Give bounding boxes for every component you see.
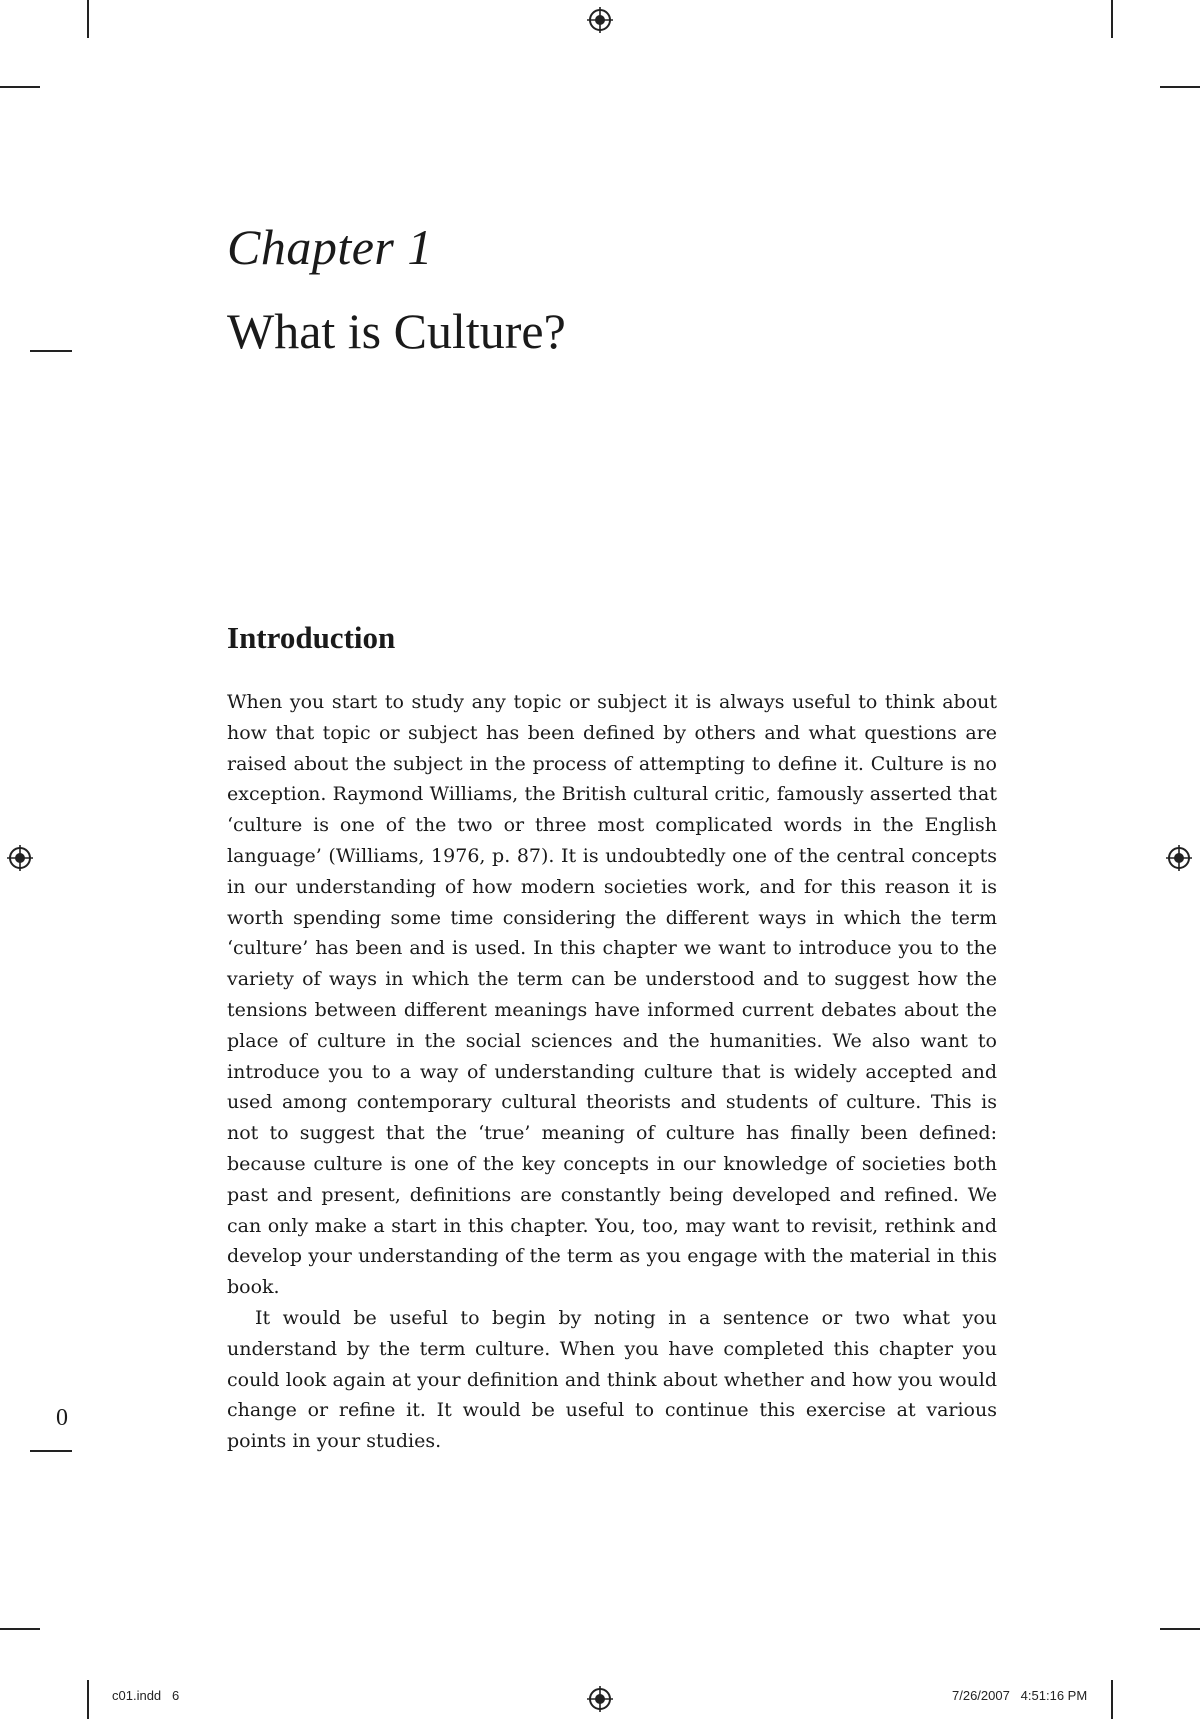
registration-mark-icon — [1166, 845, 1192, 871]
body-text — [227, 687, 997, 1457]
crop-mark-right-bottom — [1160, 1628, 1200, 1630]
margin-mark-left-upper — [30, 350, 72, 352]
chapter-title: What is Culture? — [227, 303, 566, 359]
paragraph: It would be useful to begin by noting in a sentence or two what you understand by the term culture. When you have completed this chapter you could look again at your definition and think about whether and how you would change or refine it. It would be useful to continue this exercise at various points in your studies. — [227, 1306, 997, 1453]
crop-mark-bottom-left — [87, 1680, 89, 1719]
crop-mark-top-right — [1111, 0, 1113, 38]
registration-mark-icon — [587, 7, 613, 33]
crop-mark-left-top — [0, 86, 40, 88]
slug-file: c01.indd 6 — [112, 1688, 180, 1703]
crop-mark-left-bottom — [0, 1628, 40, 1630]
registration-mark-icon — [7, 845, 33, 871]
slug-timestamp: 7/26/2007 4:51:16 PM — [952, 1688, 1088, 1703]
crop-mark-bottom-right — [1111, 1680, 1113, 1719]
crop-mark-right-top — [1160, 86, 1200, 88]
section-heading: Introduction — [227, 620, 396, 655]
page-number: 0 — [56, 1405, 68, 1431]
margin-mark-left-lower — [30, 1450, 72, 1452]
paragraph: When you start to study any topic or subject it is always useful to think about how that topic or subject has been defined by others and what questions are raised about the subject in the process of attempting to define it. Culture is no exception. Raymond Williams, the British cultural critic, famously asserted that ‘culture is one of the two or three most complicated words in the English language’ (Williams, 1976, p. 87). It is undoubtedly one of the central concepts in our understanding of how modern societies work, and for this reason it is worth spending some time considering the different ways in which the term ‘culture’ has been and is used. In this chapter we want to introduce you to the variety of ways in which the term can be understood and to suggest how the tensions between different meanings have informed current debates about the place of culture in the social sciences and the humanities. We also want to introduce you to a way of understanding culture that is widely accepted and used among contemporary cultural theorists and students of culture. This is not to suggest that the ‘true’ meaning of culture has finally been defined: because culture is one of the key concepts in our knowledge of societies both past and present, definitions are constantly being developed and refined. We can only make a start in this chapter. You, too, may want to revisit, rethink and develop your understanding of the term as you engage with the material in this book. — [227, 691, 997, 1299]
chapter-label: Chapter 1 — [227, 219, 433, 275]
crop-mark-top-left — [87, 0, 89, 38]
registration-mark-icon — [587, 1686, 613, 1712]
